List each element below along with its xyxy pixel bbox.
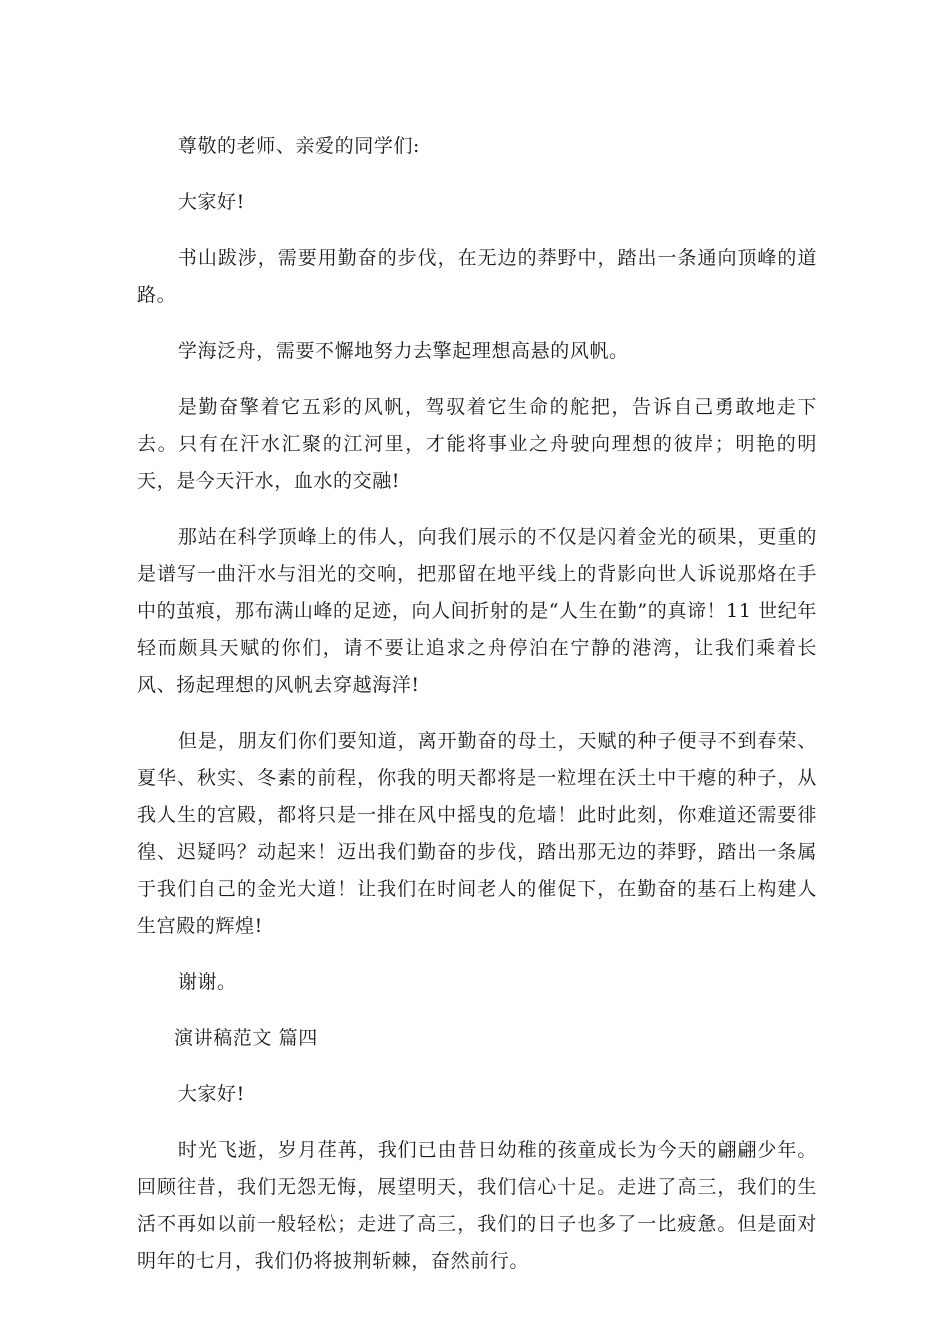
paragraph: 但是，朋友们你们要知道，离开勤奋的母土，天赋的种子便寻不到春荣、夏华、秋实、冬素的前程，你我的明天都将是一粒埋在沃土中干瘪的种子，从我人生的宫殿，都将只是一排在风中摇曳的危墙！此时此刻，你难道还需要徘徨、迟疑吗？动起来！迈出我们勤奋的步伐，踏出那无边的莽野，踏出一条属于我们自己的金光大道！让我们在时间老人的催促下，在勤奋的基石上构建人生宫殿的辉煌!: [137, 730, 817, 937]
document-body: [137, 128, 817, 1299]
paragraph: 学海泛舟，需要不懈地努力去擎起理想高悬的风帆。: [177, 340, 629, 362]
greeting: 大家好!: [177, 1083, 245, 1105]
greeting: 大家好!: [177, 191, 245, 213]
closing: 谢谢。: [177, 971, 237, 993]
paragraph: 那站在科学顶峰上的伟人，向我们展示的不仅是闪着金光的硕果，更重的是谱写一曲汗水与泪光的交响，把那留在地平线上的背影向世人诉说那烙在手中的茧痕，那布满山峰的足迹，向人间折射的是“人生在勤”的真谛！11 世纪年轻而颇具天赋的你们，请不要让追求之舟停泊在宁静的港湾，让我们乘着长风、扬起理想的风帆去穿越海洋!: [137, 526, 817, 696]
paragraph: 时光飞逝，岁月荏苒，我们已由昔日幼稚的孩童成长为今天的翩翩少年。回顾往昔，我们无怨无悔，展望明天，我们信心十足。走进了高三，我们的生活不再如以前一般轻松；走进了高三，我们的日子也多了一比疲惫。但是面对明年的七月，我们仍将披荆斩棘，奋然前行。: [137, 1139, 817, 1272]
section-heading: 演讲稿范文 篇四: [174, 1027, 318, 1049]
paragraph: 书山跋涉，需要用勤奋的步伐，在无边的莽野中，踏出一条通向顶峰的道路。: [137, 247, 817, 306]
paragraph: 是勤奋擎着它五彩的风帆，驾驭着它生命的舵把，告诉自己勇敢地走下去。只有在汗水汇聚的江河里，才能将事业之舟驶向理想的彼岸；明艳的明天，是今天汗水，血水的交融!: [137, 396, 817, 492]
salutation: 尊敬的老师、亲爱的同学们:: [177, 135, 421, 157]
